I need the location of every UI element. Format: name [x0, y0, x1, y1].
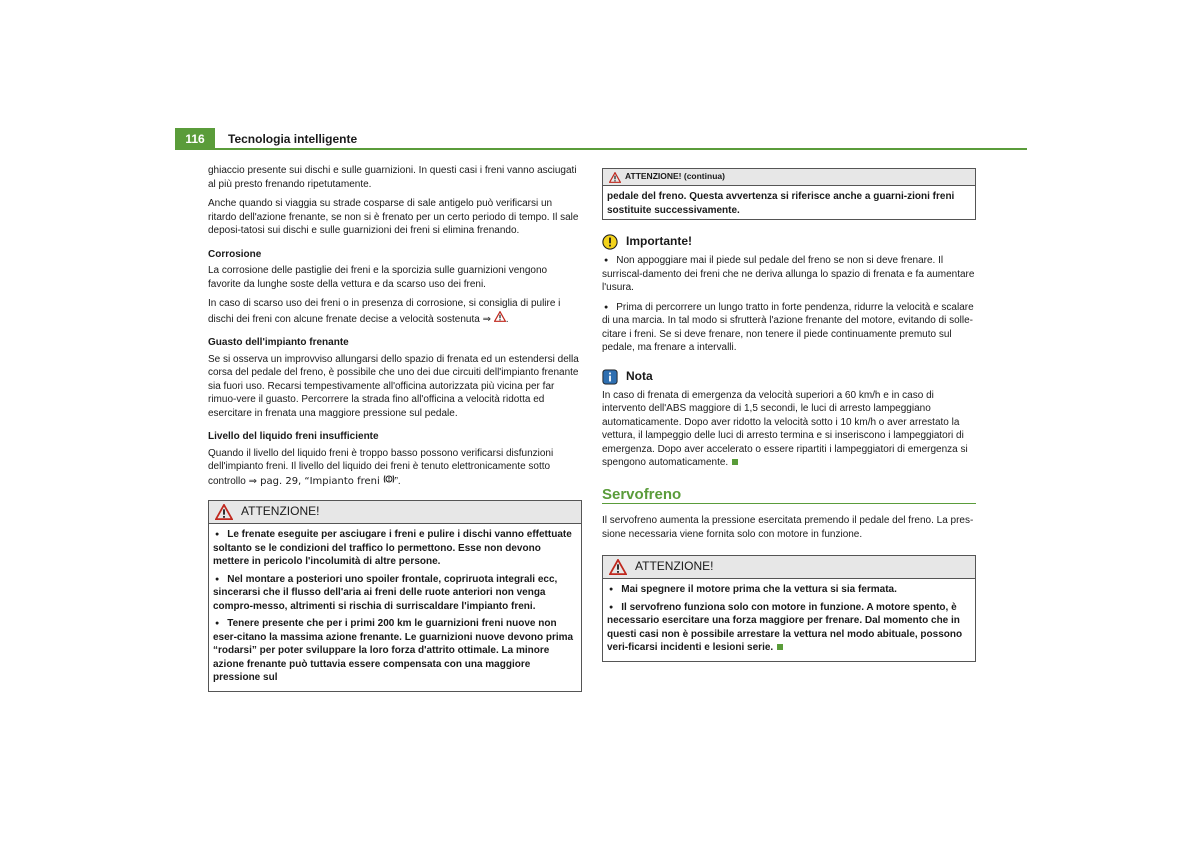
warning-body: [209, 524, 581, 691]
importante-title: Importante!: [626, 234, 692, 249]
warning-header: [209, 501, 581, 524]
page-number: 116: [175, 128, 215, 148]
importante-item: ● Prima di percorrere un lungo tratto in forte pendenza, ridurre la velocità e scalare di una marcia. In tal modo si sfrutterà l'azione frenante del motore, evitando di solle-citare i freni. Se si deve frenare, non tenere il piede continuamente premuto sul pedale, ma frenare a intervalli.: [602, 301, 976, 355]
warning-item-text: Il servofreno funziona solo con motore in funzione. A motore spento, è necessario esercitare una forza maggiore per frenare. Dal momento che in questi casi non è possibile arrestare la vettura nel modo abituale, possono veri-ficarsi incidenti e lesioni serie.: [607, 601, 963, 653]
warning-header: [603, 556, 975, 579]
page-reference-link[interactable]: ⇒ pag. 29, “Impianto freni: [248, 475, 380, 487]
warning-title: ATTENZIONE!: [635, 559, 714, 574]
warning-body: [603, 579, 975, 661]
left-column: [208, 164, 582, 692]
nota-header: [602, 369, 976, 385]
nota-body: [602, 389, 976, 470]
warning-title: ATTENZIONE! (continua): [625, 171, 725, 182]
warning-item: [607, 601, 971, 655]
subheading-guasto: Guasto dell'impianto frenante: [208, 337, 349, 348]
chapter-title: Tecnologia intelligente: [228, 132, 358, 146]
warning-item: ● Nel montare a posteriori uno spoiler frontale, copriruota integrali ecc, sincerarsi che il flusso dell'aria ai freni delle ruote anteriori non venga compro-messo, altrimenti si rischia di surriscaldare l'impianto freni.: [213, 573, 577, 614]
warning-item: ● Mai spegnere il motore prima che la vettura si sia fermata.: [607, 583, 971, 597]
importante-header: [602, 234, 976, 250]
warning-item: ● Tenere presente che per i primi 200 km le guarnizioni freni nuove non eser-citano la massima azione frenante. Le guarnizioni nuove devono prima “rodarsi” per poter sviluppare la loro forza d'attrito ottimale. La minore azione frenante può tuttavia essere compensata con una maggiore pressione sul: [213, 617, 577, 685]
paragraph: Il servofreno aumenta la pressione esercitata premendo il pedale del freno. La pres-sione necessaria viene fornita solo con motore in funzione.: [602, 515, 974, 540]
warning-body: pedale del freno. Questa avvertenza si riferisce anche a guarni-zioni freni sostituite successivamente.: [607, 191, 955, 216]
subheading-livello: Livello del liquido freni insufficiente: [208, 431, 379, 442]
nota-title: Nota: [626, 368, 653, 383]
end-square-icon: [777, 644, 783, 650]
exclamation-icon: [602, 234, 618, 250]
paragraph: ghiaccio presente sui dischi e sulle guarnizioni. In questi casi i freni vanno asciugati al più presto frenando ripetutamente.: [208, 165, 577, 190]
section-title: Servofreno: [602, 488, 976, 505]
paragraph: La corrosione delle pastiglie dei freni e la sporcizia sulle guarnizioni vengono favorite da lunghe soste della vettura e da scarso uso dei freni.: [208, 265, 548, 290]
nota-text: In caso di frenata di emergenza da velocità superiori a 60 km/h e in caso di intervento dell'ABS maggiore di 1,5 secondi, le luci di arresto lampeggiano automaticamente. Dopo aver ridotto la velocità sotto i 10 km/h o aver arrestato la vettura, il lampeggio delle luci di arresto termina e si inseriscono i lampeggiatori di emergenza. Dopo aver accelerato o essere ripartiti i lampeggiatori di emergenza si spengono automaticamente.: [602, 389, 968, 468]
info-icon: [602, 369, 618, 385]
warning-box: [208, 500, 582, 692]
warning-triangle-icon: [215, 504, 233, 520]
header-rule: [175, 148, 1027, 150]
right-column: [602, 168, 976, 662]
paragraph: In caso di scarso uso dei freni o in presenza di corrosione, si consiglia di pulire i dischi dei freni con alcune frenate decise a velocità sostenuta ⇒ .: [208, 298, 561, 325]
page-header: [175, 128, 1027, 150]
paragraph: [208, 447, 582, 489]
warning-triangle-icon: [609, 172, 621, 183]
end-square-icon: [732, 459, 738, 465]
paragraph-text: In caso di scarso uso dei freni o in presenza di corrosione, si consiglia di pulire i dischi dei freni con alcune frenate decise a velocità sostenuta: [208, 298, 561, 325]
brake-warning-icon: [383, 474, 395, 484]
subheading-corrosione: Corrosione: [208, 248, 262, 260]
warning-header: [603, 169, 975, 186]
paragraph-text: Quando il livello del liquido freni è troppo basso possono verificarsi disfunzioni dell'impianto freni. Il livello del liquido dei freni è tenuto elettronicamente sotto controllo: [208, 447, 554, 487]
warning-title: ATTENZIONE!: [241, 504, 320, 519]
reference-arrow[interactable]: ⇒: [482, 313, 492, 325]
warning-triangle-icon: [494, 311, 506, 322]
warning-item: ● Le frenate eseguite per asciugare i freni e pulire i dischi vanno effettuate soltanto se le condizioni del traffico lo permettono. Esse non devono mettere in pericolo l'incolumità di altre persone.: [213, 528, 577, 569]
importante-item: ● Non appoggiare mai il piede sul pedale del freno se non si deve frenare. Il surriscal-damento dei freni che ne deriva allunga lo spazio di frenata e fa aumentare l'usura.: [602, 254, 976, 295]
paragraph: Anche quando si viaggia su strade cosparse di sale antigelo può verificarsi un ritardo dell'azione frenante, se non si è frenato per un certo periodo di tempo. Il sale deposi-tatosi sui dischi e sulle guarnizioni dei freni si elimina frenando.: [208, 198, 579, 236]
warning-box-continued: [602, 168, 976, 220]
paragraph-text-end: ”.: [394, 475, 401, 487]
warning-box: [602, 555, 976, 662]
warning-triangle-icon: [609, 559, 627, 575]
paragraph: Se si osserva un improvviso allungarsi dello spazio di frenata ed un estendersi della corsa del pedale del freno, è possibile che uno dei due circuiti dell'impianto frenante sia fuori uso. Recarsi tempestivamente all'officina autorizzata più vicina per far rimuo-vere il guasto. Percorrere la strada fino all'officina a velocità ridotta ed esercitare in frenata una maggiore pressione sul pedale.: [208, 353, 579, 419]
